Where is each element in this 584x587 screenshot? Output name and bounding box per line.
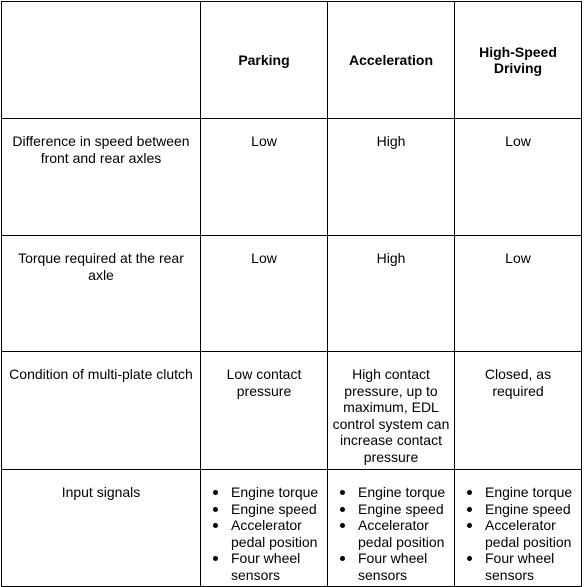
cell-parking — [201, 470, 328, 587]
list-item: Engine torque — [231, 484, 325, 501]
comparison-table — [1, 1, 582, 587]
list-item: Four wheel sensors — [231, 550, 325, 583]
table-row — [2, 236, 582, 352]
input-signals-list — [330, 484, 452, 583]
input-signals-list — [203, 484, 325, 583]
list-item: Engine speed — [358, 501, 452, 518]
row-label: Input signals — [2, 470, 201, 587]
list-item: Four wheel sensors — [485, 550, 579, 583]
cell-parking: Low — [201, 119, 328, 236]
cell-parking: Low — [201, 236, 328, 352]
cell-high-speed — [455, 470, 582, 587]
list-item: Engine torque — [485, 484, 579, 501]
cell-parking: Low contact pressure — [201, 352, 328, 470]
list-item: Accelerator pedal position — [358, 517, 452, 550]
table-row — [2, 470, 582, 587]
cell-high-speed: Low — [455, 236, 582, 352]
cell-high-speed: Low — [455, 119, 582, 236]
list-item: Accelerator pedal position — [231, 517, 325, 550]
header-cell-high-speed-driving: High-Speed Driving — [455, 2, 582, 119]
list-item: Engine speed — [231, 501, 325, 518]
table-row — [2, 119, 582, 236]
table-row — [2, 352, 582, 470]
list-item: Engine torque — [358, 484, 452, 501]
cell-acceleration: High contact pressure, up to maximum, EDL control system can increase contact pressure — [328, 352, 455, 470]
cell-acceleration: High — [328, 236, 455, 352]
list-item: Engine speed — [485, 501, 579, 518]
row-label: Torque required at the rear axle — [2, 236, 201, 352]
cell-acceleration — [328, 470, 455, 587]
row-label: Condition of multi-plate clutch — [2, 352, 201, 470]
cell-acceleration: High — [328, 119, 455, 236]
header-cell-parking: Parking — [201, 2, 328, 119]
header-cell-empty — [2, 2, 201, 119]
input-signals-list — [457, 484, 579, 583]
row-label: Difference in speed between front and rear axles — [2, 119, 201, 236]
list-item: Four wheel sensors — [358, 550, 452, 583]
header-row — [2, 2, 582, 119]
list-item: Accelerator pedal position — [485, 517, 579, 550]
cell-high-speed: Closed, as required — [455, 352, 582, 470]
header-cell-acceleration: Acceleration — [328, 2, 455, 119]
